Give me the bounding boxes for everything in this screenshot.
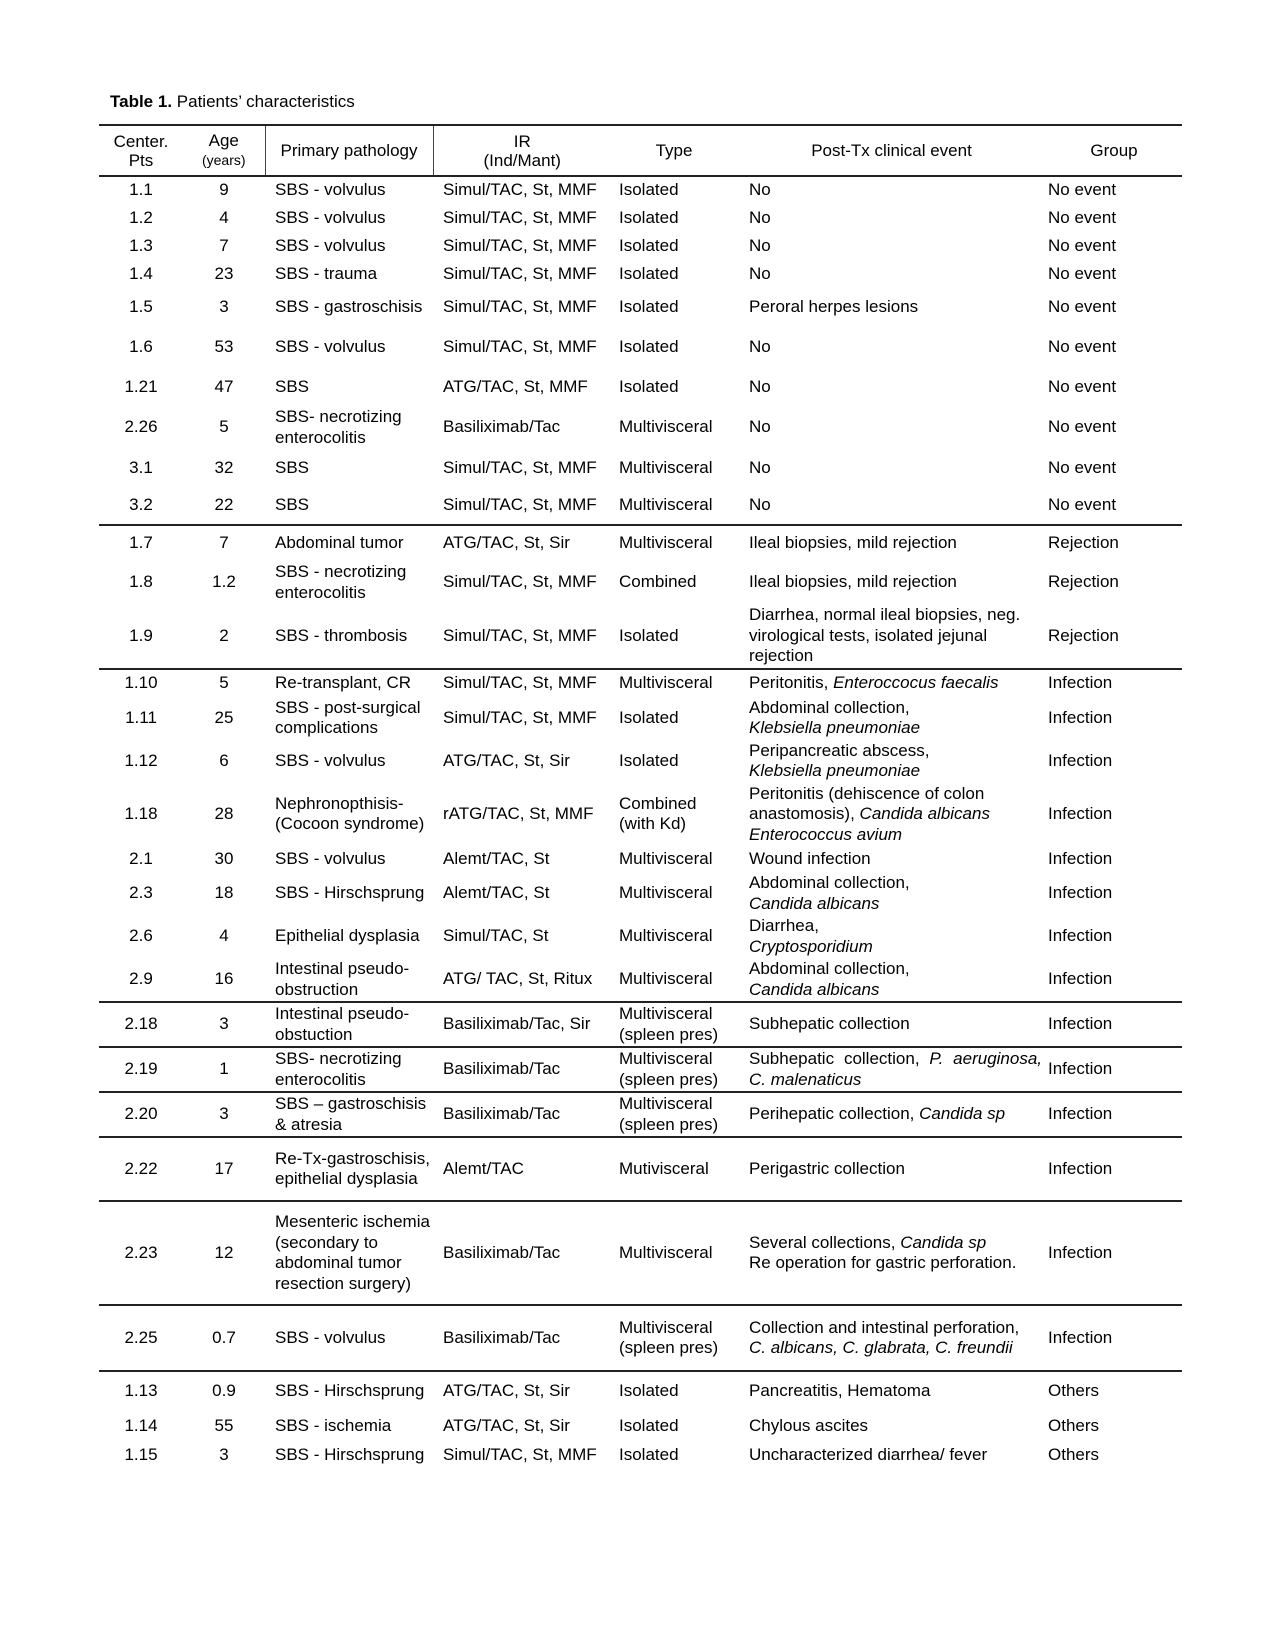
table-row xyxy=(99,525,1182,561)
cell-type: Isolated xyxy=(619,235,679,255)
table-header-row xyxy=(99,125,1182,176)
event-text-extra: Re operation for gastric perforation. xyxy=(749,1253,1017,1272)
cell-group: Infection xyxy=(1048,750,1113,770)
cell-age: 3 xyxy=(219,1444,229,1464)
cell-age: 4 xyxy=(219,926,229,946)
cell-primary-pathology: SBS - post-surgical complications xyxy=(275,697,421,737)
cell-ir: ATG/TAC, St, Sir xyxy=(443,1415,570,1435)
cell-ir: ATG/ TAC, St, Ritux xyxy=(443,969,593,989)
cell-center-pts: 1.2 xyxy=(129,207,153,227)
cell-primary-pathology: SBS- necrotizing enterocolitis xyxy=(265,1047,433,1092)
cell-ir: Simul/TAC, St, MMF xyxy=(443,707,597,727)
cell-type: Isolated xyxy=(619,296,679,316)
cell-event xyxy=(737,872,1046,915)
cell-event xyxy=(737,740,1046,783)
event-organism: Candida albicans Enterococcus avium xyxy=(749,804,990,844)
cell-center-pts: 1.10 xyxy=(99,669,183,697)
table-row xyxy=(99,176,1182,204)
cell-type: Isolated xyxy=(619,336,679,356)
cell-event xyxy=(737,1201,1046,1305)
header-ir: IR (Ind/Mant) xyxy=(433,125,611,176)
cell-age: 47 xyxy=(214,376,234,396)
table-caption xyxy=(110,92,355,112)
cell-type: Multivisceral xyxy=(619,848,713,868)
cell-type: Isolated xyxy=(619,263,679,283)
table-row xyxy=(99,783,1182,847)
cell-ir: Simul/TAC, St, MMF xyxy=(443,207,597,227)
cell-age: 1.2 xyxy=(212,572,236,592)
table-row xyxy=(99,232,1182,260)
cell-primary-pathology: SBS- necrotizing enterocolitis xyxy=(275,407,402,447)
cell-type: Multivisceral (spleen pres) xyxy=(611,1047,737,1092)
cell-primary-pathology: Epithelial dysplasia xyxy=(275,926,420,946)
cell-center-pts: 2.22 xyxy=(99,1137,183,1201)
cell-center-pts: 1.12 xyxy=(124,750,158,770)
cell-group: Infection xyxy=(1046,1092,1182,1137)
cell-type: Isolated xyxy=(619,1415,679,1435)
cell-group: Infection xyxy=(1046,1137,1182,1201)
table-row xyxy=(99,1441,1182,1469)
cell-center-pts: 1.13 xyxy=(99,1371,183,1411)
cell-type: Multivisceral xyxy=(619,969,713,989)
cell-center-pts: 3.2 xyxy=(129,495,153,515)
event-organism: P. aeruginosa, C. malenaticus xyxy=(749,1049,1043,1089)
cell-group: Others xyxy=(1048,1444,1100,1464)
cell-type: Multivisceral xyxy=(611,669,737,697)
cell-type: Isolated xyxy=(619,207,679,227)
cell-ir: Basiliximab/Tac, Sir xyxy=(433,1002,611,1047)
cell-primary-pathology: SBS - Hirschsprung xyxy=(275,1444,425,1464)
cell-group: Infection xyxy=(1048,883,1113,903)
cell-age: 17 xyxy=(183,1137,265,1201)
cell-type: Isolated xyxy=(619,750,679,770)
cell-primary-pathology: SBS - thrombosis xyxy=(275,625,408,645)
table-row xyxy=(99,1201,1182,1305)
table-row xyxy=(99,846,1182,872)
event-organism: Enteroccocus faecalis xyxy=(833,672,999,692)
cell-type: Isolated xyxy=(619,707,679,727)
cell-age: 4 xyxy=(219,207,229,227)
cell-age: 25 xyxy=(214,707,234,727)
cell-type: Combined xyxy=(619,572,697,592)
header-age: Age (years) xyxy=(183,125,265,176)
cell-primary-pathology: SBS - ischemia xyxy=(275,1415,392,1435)
cell-ir: rATG/TAC, St, MMF xyxy=(443,804,594,823)
cell-primary-pathology: Nephronopthisis-(Cocoon syndrome) xyxy=(275,793,425,834)
cell-primary-pathology: SBS xyxy=(275,376,310,396)
cell-ir: Simul/TAC, St, MMF xyxy=(443,457,597,477)
cell-event: Ileal biopsies, mild rejection xyxy=(749,572,957,592)
table-row xyxy=(99,406,1182,449)
cell-type: Multivisceral xyxy=(611,525,737,561)
cell-event: Peroral herpes lesions xyxy=(749,296,919,316)
cell-event: Pancreatitis, Hematoma xyxy=(737,1371,1046,1411)
cell-group: No event xyxy=(1048,207,1117,227)
cell-ir: Simul/TAC, St, MMF xyxy=(443,263,597,283)
cell-age: 53 xyxy=(214,336,234,356)
cell-primary-pathology: SBS - volvulus xyxy=(275,235,386,255)
cell-type: Multivisceral xyxy=(619,417,713,437)
cell-age: 5 xyxy=(219,417,229,437)
cell-event xyxy=(737,958,1046,1002)
cell-center-pts: 2.18 xyxy=(99,1002,183,1047)
cell-age: 9 xyxy=(219,180,229,200)
cell-event: Subhepatic collection xyxy=(737,1002,1046,1047)
cell-age: 23 xyxy=(214,263,234,283)
cell-event xyxy=(737,1305,1046,1371)
event-text: Perihepatic collection, xyxy=(749,1104,920,1124)
table-caption-label: Table 1. xyxy=(110,92,173,111)
event-organism: Candida albicans xyxy=(749,893,880,913)
cell-age: 1 xyxy=(183,1047,265,1092)
cell-ir: Simul/TAC, St, MMF xyxy=(443,296,597,316)
cell-ir: Simul/TAC, St, MMF xyxy=(443,495,597,515)
cell-event: No xyxy=(749,457,771,477)
cell-ir: Simul/TAC, St, MMF xyxy=(443,572,597,592)
header-center-pts: Center. Pts xyxy=(99,125,183,176)
cell-group: Infection xyxy=(1046,1047,1182,1092)
cell-group: Infection xyxy=(1048,848,1113,868)
cell-primary-pathology: Re-transplant, CR xyxy=(265,669,433,697)
cell-type: Multivisceral xyxy=(619,457,713,477)
table-row xyxy=(99,1411,1182,1441)
cell-event: No xyxy=(749,180,771,200)
cell-group: Infection xyxy=(1048,707,1113,727)
cell-primary-pathology: SBS - gastroschisis xyxy=(275,296,423,316)
table-row xyxy=(99,260,1182,288)
event-text: Peritonitis, xyxy=(749,672,834,692)
table-row xyxy=(99,326,1182,368)
cell-center-pts: 1.18 xyxy=(124,804,158,823)
cell-primary-pathology: SBS xyxy=(275,457,310,477)
cell-primary-pathology: SBS - Hirschsprung xyxy=(275,883,425,903)
cell-ir: ATG/TAC, St, Sir xyxy=(433,1371,611,1411)
cell-primary-pathology: SBS - volvulus xyxy=(275,750,386,770)
cell-center-pts: 1.1 xyxy=(129,180,153,200)
cell-event: Uncharacterized diarrhea/ fever xyxy=(749,1444,988,1464)
table-row xyxy=(99,1002,1182,1047)
cell-primary-pathology: Intestinal pseudo-obstuction xyxy=(265,1002,433,1047)
cell-ir: Simul/TAC, St xyxy=(443,926,549,946)
cell-type: Multivisceral xyxy=(611,1201,737,1305)
header-type: Type xyxy=(611,125,737,176)
table-row xyxy=(99,872,1182,915)
cell-type: Combined (with Kd) xyxy=(619,793,697,834)
table-row xyxy=(99,449,1182,487)
cell-type: Multivisceral xyxy=(619,883,713,903)
cell-ir: ATG/TAC, St, MMF xyxy=(443,376,588,396)
cell-age: 7 xyxy=(219,235,229,255)
cell-primary-pathology: SBS - volvulus xyxy=(275,336,386,356)
table-row xyxy=(99,915,1182,958)
table-row xyxy=(99,1137,1182,1201)
table-row xyxy=(99,1371,1182,1411)
cell-type: Isolated xyxy=(611,1371,737,1411)
cell-age: 55 xyxy=(214,1415,234,1435)
cell-ir: Basiliximab/Tac xyxy=(433,1201,611,1305)
cell-group: Infection xyxy=(1046,669,1182,697)
cell-primary-pathology: SBS – gastroschisis & atresia xyxy=(265,1092,433,1137)
cell-group: No event xyxy=(1048,376,1117,396)
cell-group: Rejection xyxy=(1048,572,1119,592)
cell-ir: Simul/TAC, St, MMF xyxy=(443,180,597,200)
cell-event xyxy=(737,783,1046,847)
cell-event: No xyxy=(749,417,771,437)
cell-primary-pathology: Abdominal tumor xyxy=(265,525,433,561)
cell-group: No event xyxy=(1048,495,1117,515)
cell-ir: Alemt/TAC xyxy=(433,1137,611,1201)
cell-center-pts: 1.11 xyxy=(125,707,157,727)
table-row xyxy=(99,958,1182,1002)
cell-event: No xyxy=(749,495,771,515)
cell-age: 3 xyxy=(183,1002,265,1047)
cell-age: 3 xyxy=(183,1092,265,1137)
cell-group: No event xyxy=(1048,296,1117,316)
cell-center-pts: 1.9 xyxy=(129,625,153,645)
cell-age: 12 xyxy=(183,1201,265,1305)
cell-age: 16 xyxy=(214,969,234,989)
table-row xyxy=(99,740,1182,783)
cell-age: 3 xyxy=(219,296,229,316)
cell-ir: Simul/TAC, St, MMF xyxy=(443,235,597,255)
cell-primary-pathology: SBS - necrotizing enterocolitis xyxy=(275,562,407,602)
table-row xyxy=(99,561,1182,604)
cell-center-pts: 2.26 xyxy=(124,417,158,437)
event-text: Abdominal collection, xyxy=(749,959,910,978)
event-text: Peripancreatic abscess, xyxy=(749,740,930,760)
cell-group: No event xyxy=(1048,235,1117,255)
cell-primary-pathology: SBS - volvulus xyxy=(275,848,386,868)
event-text: Diarrhea, xyxy=(749,916,819,935)
table-row xyxy=(99,1305,1182,1371)
cell-event: Perigastric collection xyxy=(737,1137,1046,1201)
cell-event xyxy=(737,1047,1046,1092)
cell-ir: Simul/TAC, St, MMF xyxy=(443,336,597,356)
cell-event xyxy=(737,915,1046,958)
cell-primary-pathology: SBS - volvulus xyxy=(265,1305,433,1371)
table-row xyxy=(99,1092,1182,1137)
cell-group: Others xyxy=(1048,1415,1100,1435)
cell-center-pts: 2.25 xyxy=(99,1305,183,1371)
table-row xyxy=(99,1047,1182,1092)
cell-type: Multivisceral xyxy=(619,926,713,946)
cell-age: 28 xyxy=(214,804,234,823)
cell-center-pts: 1.21 xyxy=(124,376,158,396)
cell-event: No xyxy=(749,207,771,227)
cell-group: No event xyxy=(1048,417,1117,437)
cell-event: No xyxy=(749,235,771,255)
cell-group: Infection xyxy=(1048,969,1113,989)
cell-center-pts: 2.9 xyxy=(129,969,153,989)
cell-ir: Simul/TAC, St, MMF xyxy=(443,625,597,645)
event-organism: C. albicans, C. glabrata, C. freundii xyxy=(749,1338,1013,1357)
event-text: Collection and intestinal perforation, xyxy=(749,1317,1020,1337)
cell-primary-pathology: Mesenteric ischemia (secondary to abdominal tumor resection surgery) xyxy=(265,1201,433,1305)
cell-group: Rejection xyxy=(1048,625,1119,645)
cell-center-pts: 1.6 xyxy=(129,336,153,356)
cell-age: 0.9 xyxy=(183,1371,265,1411)
cell-center-pts: 2.1 xyxy=(129,848,153,868)
cell-group: No event xyxy=(1048,457,1117,477)
cell-type: Multivisceral (spleen pres) xyxy=(611,1092,737,1137)
cell-center-pts: 2.3 xyxy=(129,883,153,903)
cell-age: 7 xyxy=(183,525,265,561)
event-text: Abdominal collection, xyxy=(749,873,910,892)
cell-age: 0.7 xyxy=(183,1305,265,1371)
cell-event xyxy=(737,1092,1046,1137)
cell-group: Infection xyxy=(1046,1201,1182,1305)
cell-age: 30 xyxy=(214,848,234,868)
cell-event: Diarrhea, normal ileal biopsies, neg. virological tests, isolated jejunal rejection xyxy=(749,605,1021,665)
cell-group: Infection xyxy=(1046,1002,1182,1047)
cell-age: 6 xyxy=(219,750,229,770)
cell-center-pts: 1.7 xyxy=(99,525,183,561)
cell-center-pts: 1.3 xyxy=(129,235,153,255)
cell-ir: ATG/TAC, St, Sir xyxy=(433,525,611,561)
cell-center-pts: 1.8 xyxy=(129,572,153,592)
patients-table xyxy=(99,124,1182,1469)
table-row xyxy=(99,697,1182,740)
table-row xyxy=(99,604,1182,669)
cell-type: Multivisceral (spleen pres) xyxy=(611,1305,737,1371)
cell-primary-pathology: SBS - Hirschsprung xyxy=(265,1371,433,1411)
cell-age: 18 xyxy=(214,883,234,903)
event-text: Abdominal collection, xyxy=(749,697,910,717)
table-row xyxy=(99,204,1182,232)
event-organism: Klebsiella pneumoniae xyxy=(749,761,921,780)
cell-age: 2 xyxy=(219,625,229,645)
cell-primary-pathology: SBS xyxy=(275,495,310,515)
event-organism: Candida sp xyxy=(900,1232,987,1252)
cell-primary-pathology: Intestinal pseudo-obstruction xyxy=(275,959,410,999)
cell-center-pts: 1.15 xyxy=(124,1444,158,1464)
table-row xyxy=(99,368,1182,406)
cell-ir: Basiliximab/Tac xyxy=(433,1047,611,1092)
cell-type: Multivisceral (spleen pres) xyxy=(611,1002,737,1047)
cell-age: 32 xyxy=(214,457,234,477)
table-row xyxy=(99,487,1182,525)
cell-event: Chylous ascites xyxy=(749,1415,869,1435)
cell-ir: Basiliximab/Tac xyxy=(433,1092,611,1137)
header-group: Group xyxy=(1046,125,1182,176)
table-row xyxy=(99,288,1182,326)
cell-primary-pathology: SBS - volvulus xyxy=(275,180,386,200)
cell-center-pts: 2.19 xyxy=(99,1047,183,1092)
cell-age: 5 xyxy=(183,669,265,697)
cell-event: No xyxy=(749,336,771,356)
cell-group: Rejection xyxy=(1046,525,1182,561)
cell-type: Multivisceral xyxy=(619,495,713,515)
event-organism: Cryptosporidium xyxy=(749,936,873,956)
cell-group: No event xyxy=(1048,263,1117,283)
cell-center-pts: 3.1 xyxy=(129,457,153,477)
table-body xyxy=(99,176,1182,1469)
event-text: Subhepatic collection, xyxy=(749,1049,930,1068)
cell-type: Isolated xyxy=(619,180,679,200)
event-text: Peritonitis (dehiscence of colon anastomosis), xyxy=(749,783,985,823)
cell-primary-pathology: SBS - trauma xyxy=(275,263,378,283)
cell-type: Isolated xyxy=(619,625,679,645)
cell-event: No xyxy=(749,376,771,396)
event-organism: Candida albicans xyxy=(749,979,880,999)
cell-center-pts: 1.5 xyxy=(129,296,153,316)
cell-group: No event xyxy=(1048,180,1117,200)
cell-group: Infection xyxy=(1048,926,1113,946)
event-text: Several collections, xyxy=(749,1232,901,1252)
cell-group: No event xyxy=(1048,336,1117,356)
cell-center-pts: 2.23 xyxy=(99,1201,183,1305)
cell-group: Infection xyxy=(1048,804,1113,823)
cell-ir: Alemt/TAC, St xyxy=(443,883,550,903)
cell-group: Others xyxy=(1046,1371,1182,1411)
cell-ir: Basiliximab/Tac xyxy=(433,1305,611,1371)
cell-group: Infection xyxy=(1046,1305,1182,1371)
cell-event xyxy=(737,669,1046,697)
cell-type: Isolated xyxy=(619,1444,679,1464)
cell-type: Mutivisceral xyxy=(611,1137,737,1201)
cell-center-pts: 2.20 xyxy=(99,1092,183,1137)
table-row xyxy=(99,669,1182,697)
cell-type: Isolated xyxy=(619,376,679,396)
cell-primary-pathology: Re-Tx-gastroschisis, epithelial dysplasia xyxy=(265,1137,433,1201)
table-caption-text: Patients’ characteristics xyxy=(176,92,355,111)
event-organism: Klebsiella pneumoniae xyxy=(749,718,921,737)
header-primary-pathology: Primary pathology xyxy=(265,125,433,176)
cell-event: No xyxy=(749,263,771,283)
cell-ir: Simul/TAC, St, MMF xyxy=(433,669,611,697)
header-event: Post-Tx clinical event xyxy=(737,125,1046,176)
cell-ir: Alemt/TAC, St xyxy=(443,848,550,868)
cell-ir: Simul/TAC, St, MMF xyxy=(443,1444,597,1464)
cell-center-pts: 1.14 xyxy=(124,1415,158,1435)
cell-primary-pathology: SBS - volvulus xyxy=(275,207,386,227)
event-organism: Candida sp xyxy=(919,1104,1006,1124)
cell-event: Ileal biopsies, mild rejection xyxy=(737,525,1046,561)
cell-center-pts: 2.6 xyxy=(129,926,153,946)
cell-age: 22 xyxy=(214,495,234,515)
cell-event xyxy=(737,697,1046,740)
cell-ir: Basiliximab/Tac xyxy=(443,417,561,437)
cell-center-pts: 1.4 xyxy=(129,263,153,283)
cell-ir: ATG/TAC, St, Sir xyxy=(443,750,570,770)
cell-event: Wound infection xyxy=(749,848,871,868)
